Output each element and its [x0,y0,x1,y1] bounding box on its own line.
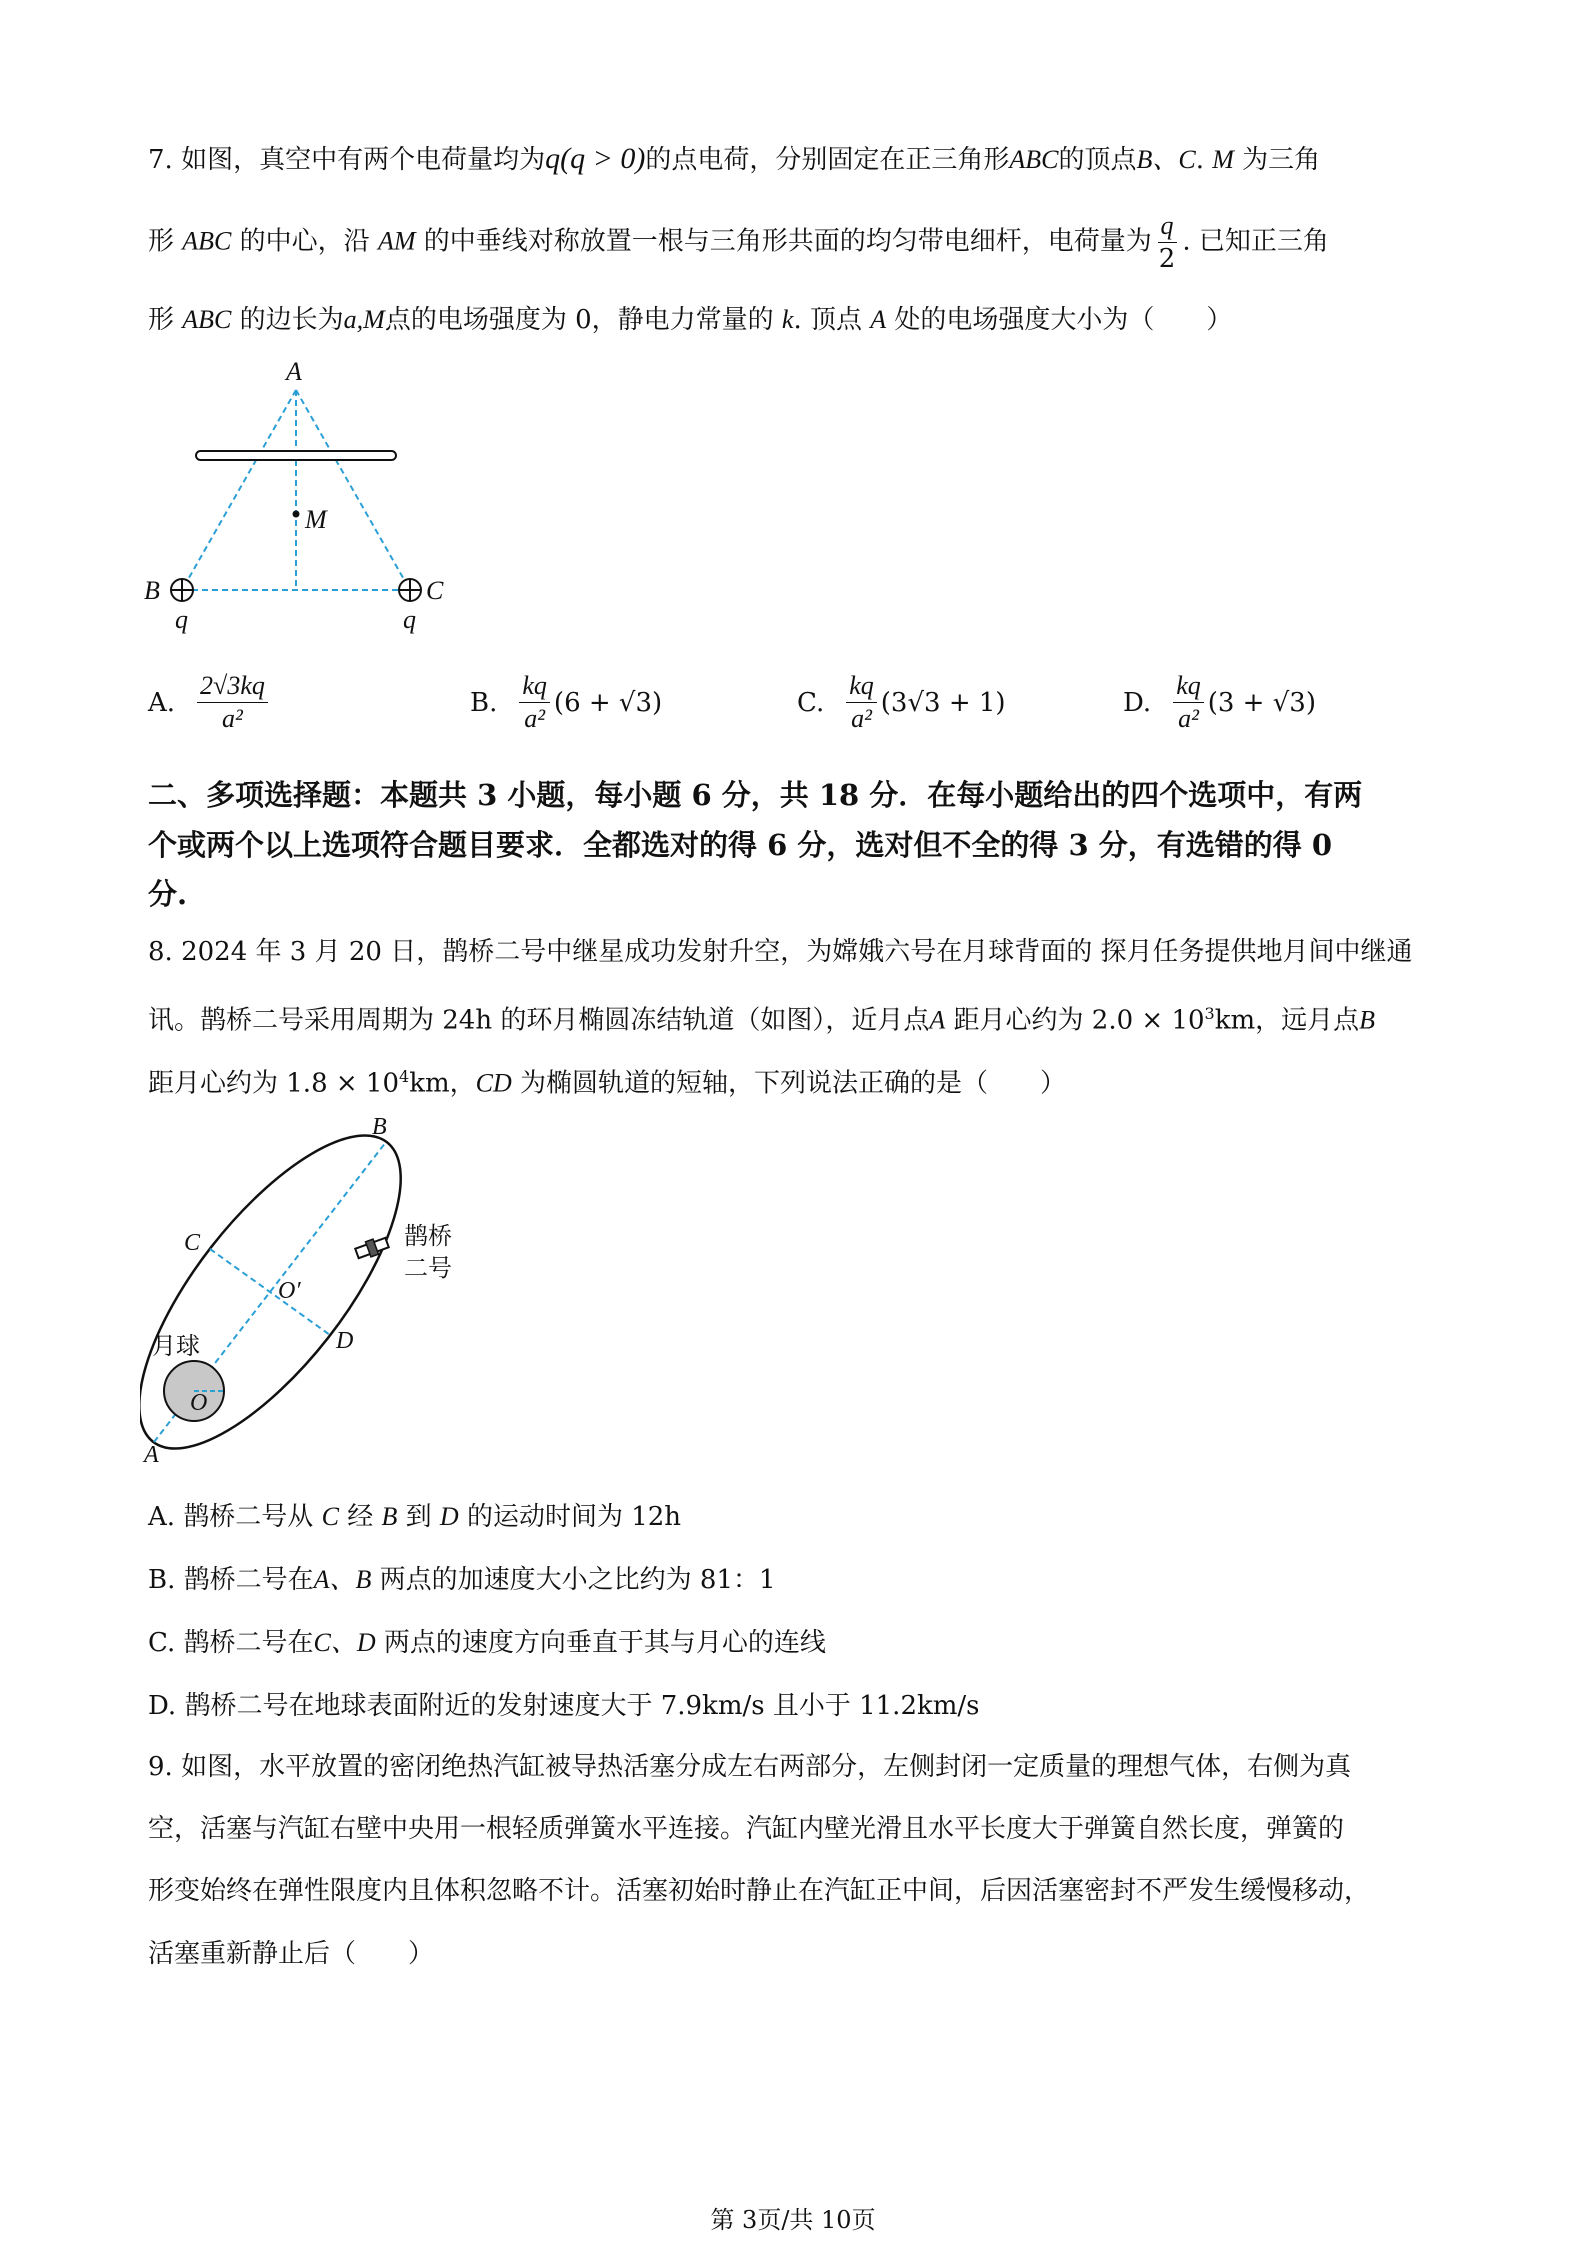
q7-line-1: 7. 如图，真空中有两个电荷量均为q(q > 0)的点电荷，分别固定在正三角形ABC的顶点B、C. M 为三角 [148,142,1321,175]
section2-heading-1: 二、多项选择题：本题共 3 小题，每小题 6 分，共 18 分．在每小题给出的四个选项中，有两 [148,778,1363,812]
q8-option-c[interactable]: C. 鹊桥二号在C、D 两点的速度方向垂直于其与月心的连线 [148,1628,826,1658]
q8-satellite-icon [354,1235,390,1261]
q8-label-o-prime: O′ [278,1278,301,1304]
q8-option-d[interactable]: D. 鹊桥二号在地球表面附近的发射速度大于 7.9km/s 且小于 11.2km/s [148,1691,980,1721]
q9-line-2: 空，活塞与汽缸右壁中央用一根轻质弹簧水平连接。汽缸内壁光滑且水平长度大于弹簧自然长度，弹簧的 [148,1814,1345,1844]
q8-label-b: B [372,1114,387,1140]
q9-line-1: 9. 如图，水平放置的密闭绝热汽缸被导热活塞分成左右两部分，左侧封闭一定质量的理想气体，右侧为真 [148,1752,1352,1782]
q7-label-qb: q [175,605,188,634]
q8-line-2: 讯。鹊桥二号采用周期为 24h 的环月椭圆冻结轨道（如图），近月点A 距月心约为 $2.0 \times 10^3km$，远月点B [148,1004,1376,1036]
q7-dashed-lines [182,390,410,590]
q8-label-satellite-1: 鹊桥 [404,1222,452,1250]
q8-label-moon: 月球 [152,1332,200,1360]
q7-label-b: B [144,576,160,605]
q8-option-b[interactable]: B. 鹊桥二号在A、B 两点的加速度大小之比约为 81：1 [148,1565,776,1595]
q8-line-3: 距月心约为 $1.8 \times 10^4km$，CD 为椭圆轨道的短轴，下列说法正确的是（ ） [148,1067,1067,1099]
q7-charge-b [171,579,193,601]
q7-label-qc: q [403,605,416,634]
q8-label-o: O [190,1390,208,1416]
q7-line-3: 形 ABC 的边长为a,M点的电场强度为 0，静电力常量的 k. 顶点 A 处的电场强度大小为（ ） [148,305,1233,335]
q7-label-a: A [286,360,302,386]
q8-label-c: C [184,1230,201,1256]
q7-line-2: 形 ABC 的中心，沿 AM 的中垂线对称放置一根与三角形共面的均匀带电细杆，电荷量为 $\frac{q}{2}$ . 已知正三角 [148,211,1329,274]
section2-heading-2: 个或两个以上选项符合题目要求．全都选对的得 6 分，选对但不全的得 3 分，有选错的得 0 [148,828,1333,862]
q7-charge-c [399,579,421,601]
q8-option-a[interactable]: A. 鹊桥二号从 C 经 B 到 D 的运动时间为 12h [148,1502,682,1532]
q7-triangle-figure [140,360,480,640]
q7-charged-rod [196,451,396,460]
q7-point-m [293,511,300,518]
q8-label-a: A [144,1442,159,1468]
q8-label-d: D [336,1328,354,1354]
q9-line-3: 形变始终在弹性限度内且体积忽略不计。活塞初始时静止在汽缸正中间，后因活塞密封不严发生缓慢移动， [148,1876,1371,1906]
q7-label-m: M [305,505,327,534]
q7-option-c[interactable]: C. $\frac{kq}{\text{a²}}$ (3√3 + 1) [797,671,1006,733]
q7-option-a[interactable]: A. $\frac{2√3kq}{\text{a²}}$ [148,670,272,735]
q8-orbit-figure [140,1110,500,1470]
q9-line-4: 活塞重新静止后（ ） [148,1939,435,1969]
q7-label-c: C [426,576,444,605]
q8-label-satellite-2: 二号 [404,1254,452,1282]
q7-option-d[interactable]: D. $\frac{kq}{\text{a²}}$ (3 + √3) [1123,671,1316,733]
section2-heading-3: 分. [148,877,188,911]
q8-line-1: 8. 2024 年 3 月 20 日，鹊桥二号中继星成功发射升空，为嫦娥六号在月球背面的 探月任务提供地月间中继通 [148,937,1413,967]
page-footer: 第 3页/共 10页 [710,2206,876,2234]
q7-rod-charge-fraction: $\frac{q}{2}$ [1158,211,1176,274]
q7-option-b[interactable]: B. $\frac{kq}{\text{a²}}$ (6 + √3) [470,671,663,733]
